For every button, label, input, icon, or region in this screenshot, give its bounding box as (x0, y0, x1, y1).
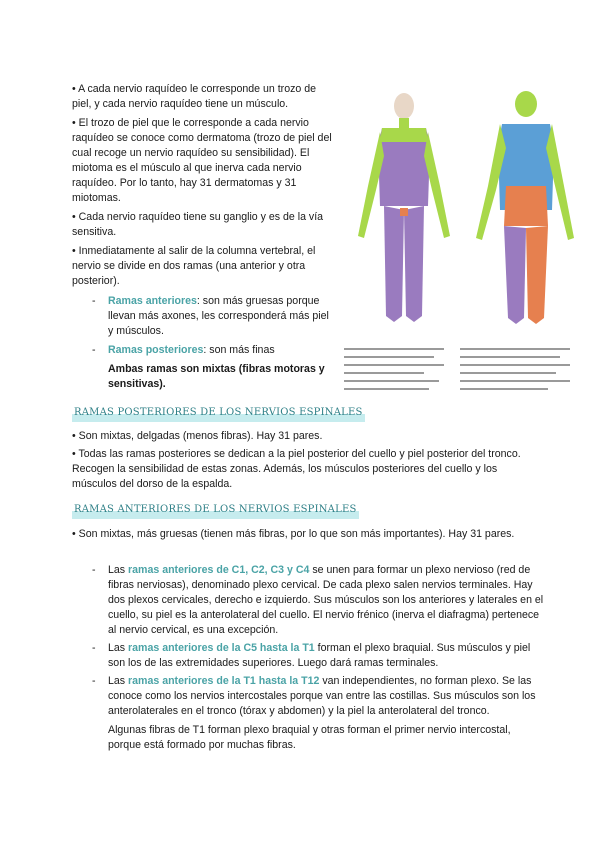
intro-bullet-3: • Cada nervio raquídeo tiene su ganglio y es de la vía sensitiva. (72, 211, 324, 238)
posterior-bullet-1: • Son mixtas, delgadas (menos fibras). Hay 31 pares. (72, 430, 323, 442)
dash-marker: - (92, 344, 96, 356)
anterior-item-plexo-cervical (92, 563, 544, 638)
item-prefix: Las (108, 675, 129, 687)
dermatome-figure (340, 86, 578, 400)
mixed-branches-note: Ambas ramas son mixtas (fibras motoras y sensitivas). (108, 363, 325, 390)
dash-marker: - (92, 642, 96, 654)
item-extra-note: Algunas fibras de T1 forman plexo braquial y otras forman el primer nervio intercostal, porque está formado por muchas fibras. (108, 724, 511, 751)
anterior-item-plexo-braquial (92, 641, 544, 671)
sub-item-ramas-anteriores (92, 294, 332, 339)
dash-marker: - (92, 564, 96, 576)
heading-ramas-anteriores: RAMAS ANTERIORES DE LOS NERVIOS ESPINALES (72, 501, 359, 519)
dash-marker: - (92, 295, 96, 307)
item-text: se unen para formar un plexo nervioso (red de fibras nerviosas), denominado plexo cervical. De cada plexo salen nervios terminales. Hay dos plexos cervicales, derecho e izquierdo. Sus músculos son los anteriores y laterales en el cuello, su piel es la anterolateral del cuello. El nervio frénico (inerva el diafragma) pertenece al nervio cervical, es una excepción. (108, 564, 544, 636)
posterior-bullet-2: • Todas las ramas posteriores se dedican a la piel posterior del cuello y piel posterior del tronco. Recogen la sensibilidad de estas zonas. Además, los músculos posteriores del cuello y los músculos del dorso de la espalda. (72, 448, 521, 490)
sub-item-ramas-posteriores (92, 343, 332, 358)
item-text: forman el plexo braquial. Sus músculos y piel son los de las extremidades superiores. Luego dará ramas terminales. (108, 642, 531, 669)
sub-item-text: : son más finas (203, 344, 275, 356)
anterior-item-intercostales (92, 674, 544, 753)
dash-marker: - (92, 675, 96, 687)
intro-bullet-4: • Inmediatamente al salir de la columna vertebral, el nervio se divide en dos ramas (una anterior y otra posterior). (72, 245, 316, 287)
dermatome-illustration (340, 86, 578, 400)
term-c1-c4: ramas anteriores de C1, C2, C3 y C4 (128, 564, 310, 576)
intro-bullet-2: • El trozo de piel que le corresponde a cada nervio raquídeo se conoce como dermatoma (trozo de piel del cual recoge un nervio raquídeo su sensibilidad). El miotoma es el músculo al que inerva cada nervio raquídeo. Por lo tanto, hay 31 dermatomas y 31 miotomas. (72, 117, 332, 204)
item-prefix: Las (108, 564, 129, 576)
item-text: van independientes, no forman plexo. Se las conoce como los nervios intercostales porque van entre las costillas. Sus músculos son los anterolaterales en el tronco (tórax y abdomen) y la piel la anterolateral del tronco. (108, 675, 536, 717)
sub-item-text: : son más gruesas porque llevan más axones, les corresponderá más piel y músculos. (108, 295, 329, 337)
term-ramas-anteriores: Ramas anteriores (108, 295, 197, 307)
term-c5-t1: ramas anteriores de la C5 hasta la T1 (128, 642, 315, 654)
intro-bullet-1: • A cada nervio raquídeo le corresponde un trozo de piel, y cada nervio raquídeo tiene un músculo. (72, 83, 316, 110)
term-t1-t12: ramas anteriores de la T1 hasta la T12 (128, 675, 320, 687)
anterior-bullet-1: • Son mixtas, más gruesas (tienen más fibras, por lo que son más importantes). Hay 31 pares. (72, 528, 515, 540)
term-ramas-posteriores: Ramas posteriores (108, 344, 204, 356)
item-prefix: Las (108, 642, 129, 654)
heading-ramas-posteriores: RAMAS POSTERIORES DE LOS NERVIOS ESPINALES (72, 404, 365, 422)
